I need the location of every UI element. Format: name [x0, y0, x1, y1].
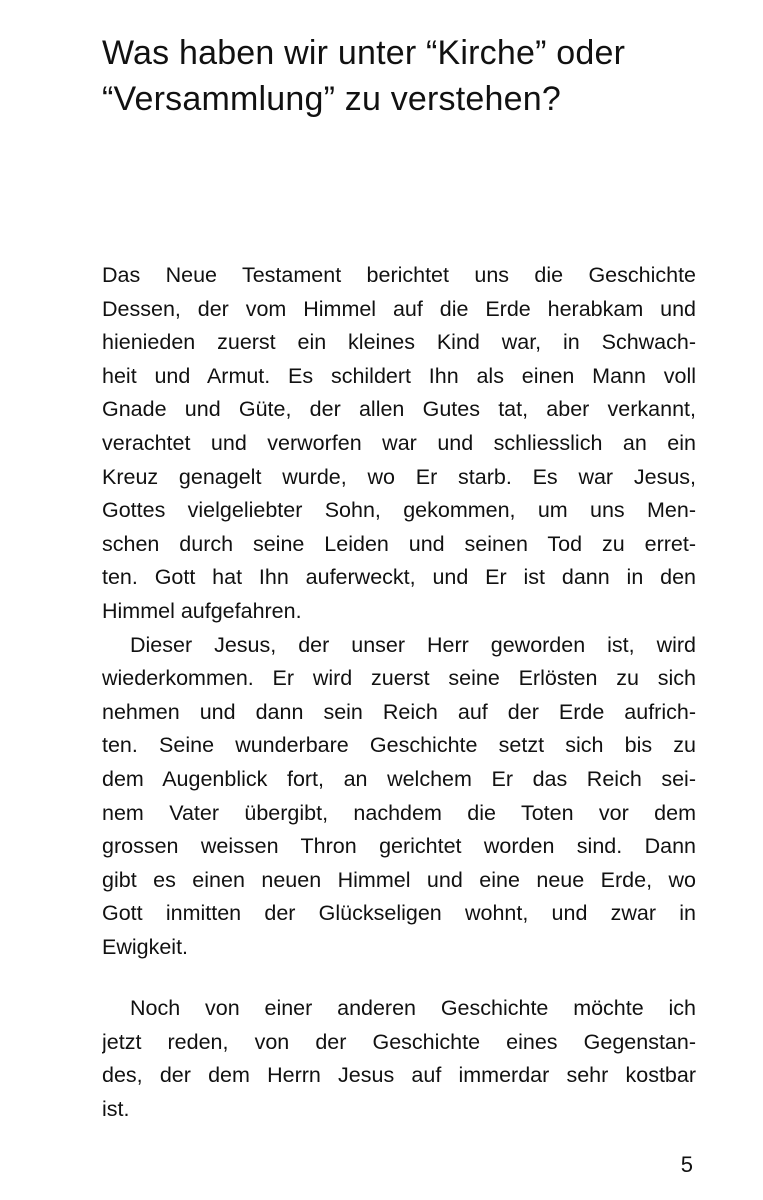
text-line: Das Neue Testament berichtet uns die Geschichte — [102, 263, 696, 287]
text-line: ten. Gott hat Ihn auferweckt, und Er ist dann in den — [102, 565, 696, 590]
body-text-main — [102, 259, 696, 964]
text-line: nem Vater übergibt, nachdem die Toten vor dem — [102, 800, 696, 825]
text-line: heit und Armut. Es schildert Ihn als einen Mann voll — [102, 363, 696, 388]
text-line: schen durch seine Leiden und seinen Tod zu erret- — [102, 531, 696, 556]
title-line-1: Was haben wir unter “Kirche” oder — [102, 34, 626, 72]
text-line: gibt es einen neuen Himmel und eine neue Erde, wo — [102, 867, 696, 892]
text-line: Noch von einer anderen Geschichte möchte ich — [130, 996, 696, 1020]
text-line: ten. Seine wunderbare Geschichte setzt sich bis zu — [102, 733, 696, 758]
text-line: des, der dem Herrn Jesus auf immerdar sehr kostbar — [102, 1063, 696, 1088]
text-line: hienieden zuerst ein kleines Kind war, in Schwach- — [102, 330, 696, 355]
text-line: nehmen und dann sein Reich auf der Erde aufrich- — [102, 699, 696, 724]
text-line: wiederkommen. Er wird zuerst seine Erlösten zu sich — [102, 666, 696, 691]
page-title — [102, 30, 722, 122]
paragraph-2 — [102, 629, 696, 965]
text-line: verachtet und verworfen war und schliesslich an ein — [102, 430, 696, 455]
text-line: dem Augenblick fort, an welchem Er das Reich sei- — [102, 766, 696, 791]
text-line: Ewigkeit. — [102, 934, 189, 959]
paragraph-3 — [102, 992, 696, 1126]
text-line: ist. — [102, 1096, 130, 1121]
text-line: Dieser Jesus, der unser Herr geworden ist, wird — [130, 632, 696, 657]
text-line: jetzt reden, von der Geschichte eines Gegenstan- — [102, 1029, 696, 1054]
paragraph-1 — [102, 259, 696, 629]
title-line-2: “Versammlung” zu verstehen? — [102, 80, 561, 118]
page-number: 5 — [680, 1152, 693, 1177]
body-text-closing — [102, 992, 696, 1126]
text-line: grossen weissen Thron gerichtet worden sind. Dann — [102, 834, 696, 859]
text-line: Gott inmitten der Glückseligen wohnt, und zwar in — [102, 901, 696, 926]
text-line: Gnade und Güte, der allen Gutes tat, aber verkannt, — [102, 397, 696, 422]
text-line: Kreuz genagelt wurde, wo Er starb. Es war Jesus, — [102, 464, 696, 489]
text-line: Dessen, der vom Himmel auf die Erde herabkam und — [102, 296, 696, 321]
text-line: Himmel aufgefahren. — [102, 598, 302, 623]
text-line: Gottes vielgeliebter Sohn, gekommen, um uns Men- — [102, 498, 696, 523]
